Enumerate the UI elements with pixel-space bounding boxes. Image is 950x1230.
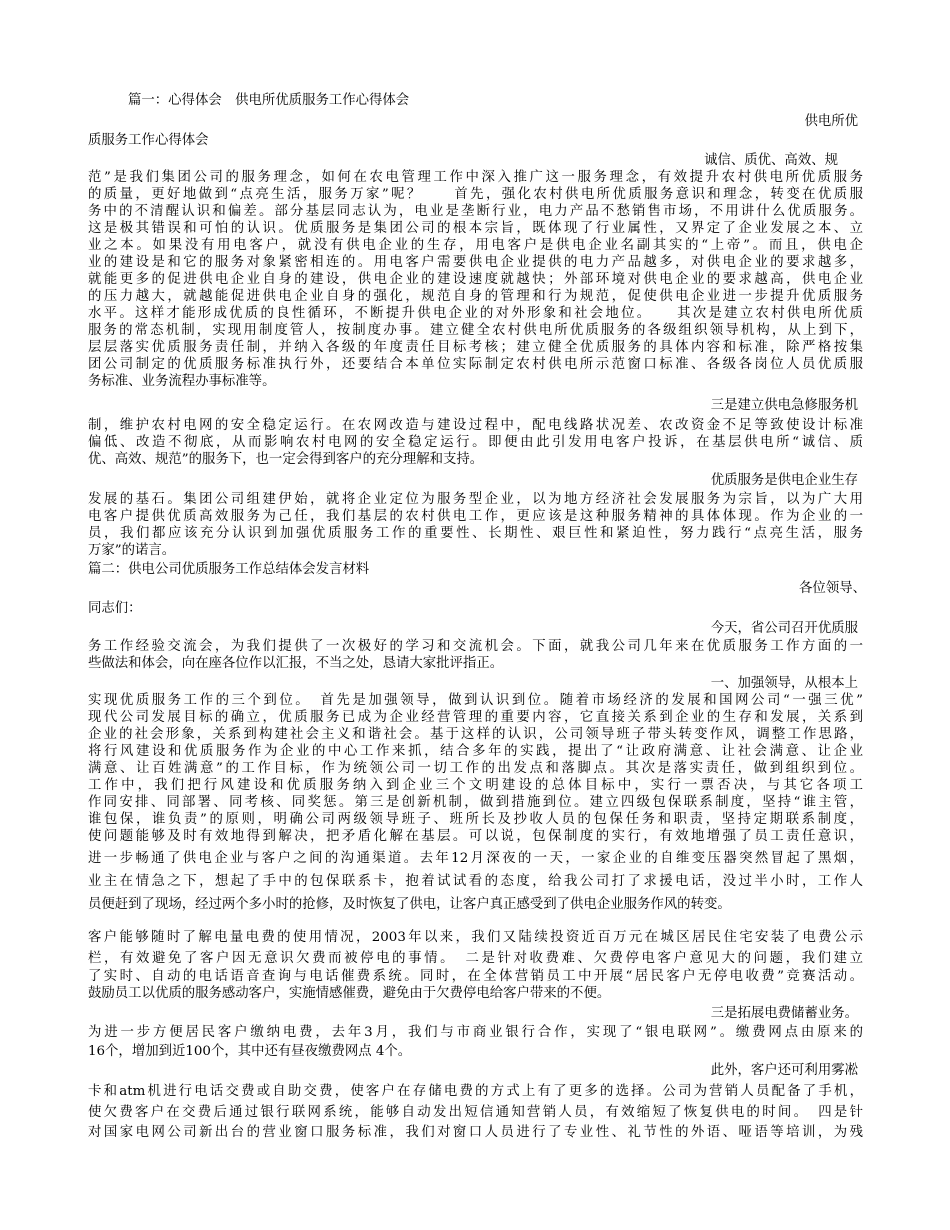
text-line-53: 此外，客户还可利用雾凇	[710, 1063, 858, 1078]
text-line-42: 使问题能够及时有效地得到解决，把矛盾化解在基层。可以说，包保制度的实行，有效地增强了员工责任意识，	[88, 829, 863, 844]
text-line-15: 层层落实优质服务责任制，并纳入各级的年度责任目标考核；建立健全优质服务的具体内容和标准，除严格按集	[88, 340, 863, 355]
text-line-55: 使欠费客户在交费后通过银行联网系统，能够自动发出短信通知营销人员，有效缩短了恢复供电的时间。 四是针	[88, 1105, 863, 1120]
text-line-5: 范”是我们集团公司的服务理念，如何在农电管理工作中深入推广这一服务理念，有效提升农村供电所优质服务	[88, 170, 863, 185]
text-line-4: 诚信、质优、高效、规	[704, 153, 838, 168]
text-line-20: 偏低、改造不彻底，从而影响农村电网的安全稳定运行。即便由此引发用电客户投诉，在基层供电所“诚信、质	[88, 435, 863, 450]
text-line-1: 篇一：心得体会 供电所优质服务工作心得体会	[128, 93, 410, 108]
text-line-22: 优质服务是供电企业生存	[710, 473, 858, 488]
text-line-48: 了实时、自动的电话语音查询与电话催费系统。同时，在全体营销员工中开展“居民客户无停电收费”竞赛活动。	[88, 969, 863, 984]
text-line-6: 的质量，更好地做到“点亮生活，服务万家”呢？ 首先，强化农村供电所优质服务意识和理念，转变在优质服	[88, 187, 863, 202]
text-line-24: 电客户提供优质高效服务为己任，我们基层的农村供电工作，更应该是这种服务精神的具体体现。作为企业的一	[88, 509, 863, 524]
text-line-13: 水平。这样才能形成优质的良性循环，不断提升供电企业的对外形象和社会地位。 其次是建立农村供电所优质	[88, 306, 863, 321]
text-line-2: 供电所优	[804, 114, 858, 129]
text-line-35: 现代公司发展目标的确立，优质服务已成为企业经营管理的重要内容，它直接关系到企业的生存和发展，关系到	[88, 710, 863, 725]
text-line-41: 谁包保，谁负责”的原则，明确公司两级领导班子、班所长及抄收人员的包保任务和职责，坚持定期联系制度，	[88, 812, 863, 827]
text-line-37: 将行风建设和优质服务作为企业的中心工作来抓，结合多年的实践，提出了“让政府满意、让社会满意、让企业	[88, 744, 863, 759]
text-line-50: 三是拓展电费储蓄业务。	[710, 1006, 858, 1021]
text-line-54: 卡和atm机进行电话交费或自助交费，使客户在存储电费的方式上有了更多的选择。公司为营销人员配备了手机，	[88, 1084, 863, 1099]
text-line-38: 满意、让百姓满意”的工作目标，作为统领公司一切工作的出发点和落脚点。其次是落实责任，做到组织到位。	[88, 761, 863, 776]
text-line-45: 员便赶到了现场，经过两个多小时的抢修，及时恢复了供电，让客户真正感受到了供电企业服务作风的转变。	[88, 897, 731, 912]
text-line-11: 就能更多的促进供电企业自身的建设，供电企业的建设速度就越快；外部环境对供电企业的要求越高，供电企业	[88, 272, 863, 287]
text-line-21: 优、高效、规范”的服务下，也一定会得到客户的充分理解和支持。	[88, 452, 484, 467]
text-line-36: 企业的社会形象，关系到构建社会主义和谐社会。基于这样的认识，公司领导班子带头转变作风，调整工作思路，	[88, 727, 863, 742]
text-line-30: 今天，省公司召开优质服	[710, 621, 858, 636]
text-line-9: 业之本。如果没有用电客户，就没有供电企业的生存，用电客户是供电企业名副其实的“上帝”。而且，供电企	[88, 238, 863, 253]
text-line-3: 质服务工作心得体会	[88, 133, 209, 148]
text-line-56: 对国家电网公司新出台的营业窗口服务标准，我们对窗口人员进行了专业性、礼节性的外语、哑语等培训，为残	[88, 1125, 863, 1140]
text-line-23: 发展的基石。集团公司组建伊始，就将企业定位为服务型企业，以为地方经济社会发展服务为宗旨，以为广大用	[88, 492, 863, 507]
text-line-14: 服务的常态机制，实现用制度管人，按制度办事。建立健全农村供电所优质服务的各级组织领导机构，从上到下，	[88, 323, 863, 338]
text-line-47: 栏，有效避免了客户因无意识欠费而被停电的事情。 二是针对收费难、欠费停电客户意见大的问题，我们建立	[88, 951, 863, 966]
text-line-8: 这是极其错误和可怕的认识。优质服务是集团公司的根本宗旨，既体现了行业属性，又界定了企业发展之本、立	[88, 221, 863, 236]
text-line-28: 各位领导、	[799, 581, 866, 596]
text-line-31: 务工作经验交流会，为我们提供了一次极好的学习和交流机会。下面，就我公司几年来在优质服务工作方面的一	[88, 639, 863, 654]
text-line-17: 务标准、业务流程办事标准等。	[88, 374, 276, 389]
text-line-32: 些做法和体会，向在座各位作以汇报，不当之处，恳请大家批评指正。	[88, 656, 504, 671]
text-line-33: 一、加强领导，从根本上	[710, 676, 858, 691]
text-line-39: 工作中，我们把行风建设和优质服务纳入到企业三个文明建设的总体目标中，实行一票否决，与其它各项工	[88, 778, 863, 793]
text-line-29: 同志们：	[88, 601, 142, 616]
text-line-49: 鼓励员工以优质的服务感动客户，实施情感催费，避免由于欠费停电给客户带来的不便。	[88, 986, 611, 1001]
text-line-25: 员，我们都应该充分认识到加强优质服务工作的重要性、长期性、艰巨性和紧迫性，努力践行“点亮生活，服务	[88, 526, 863, 541]
text-line-34: 实现优质服务工作的三个到位。 首先是加强领导，做到认识到位。随着市场经济的发展和国网公司“一强三优”	[88, 693, 863, 708]
text-line-46: 客户能够随时了解电量电费的使用情况，2003年以来，我们又陆续投资近百万元在城区居民住宅安装了电费公示	[88, 930, 863, 945]
text-line-16: 团公司制定的优质服务标准执行外，还要结合本单位实际制定农村供电所示范窗口标准、各级各岗位人员优质服	[88, 357, 863, 372]
text-line-12: 的压力越大，就越能促进供电企业自身的强化，规范自身的管理和行为规范，促使供电企业进一步提升优质服务	[88, 289, 863, 304]
text-line-43: 进一步畅通了供电企业与客户之间的沟通渠道。去年12月深夜的一天，一家企业的自维变压器突然冒起了黑烟，	[88, 851, 863, 866]
text-line-27: 篇二：供电公司优质服务工作总结体会发言材料	[88, 562, 370, 577]
text-line-10: 业的建设是和它的服务对象紧密相连的。用电客户需要供电企业提供的电力产品越多，对供电企业的要求越多，	[88, 255, 863, 270]
text-line-19: 制，维护农村电网的安全稳定运行。在农网改造与建设过程中，配电线路状况差、农改资金不足等致使设计标准	[88, 418, 863, 433]
text-line-51: 为进一步方便居民客户缴纳电费，去年3月，我们与市商业银行合作，实现了“银电联网”。缴费网点由原来的	[88, 1025, 863, 1040]
text-line-26: 万家”的诺言。	[88, 543, 176, 558]
text-line-7: 务中的不清醒认识和偏差。部分基层同志认为，电业是垄断行业，电力产品不愁销售市场，不用讲什么优质服务。	[88, 204, 863, 219]
text-line-40: 作同安排、同部署、同考核、同奖惩。第三是创新机制，做到措施到位。建立四级包保联系制度，坚持“谁主管，	[88, 795, 863, 810]
text-line-44: 业主在情急之下，想起了手中的包保联系卡，抱着试试看的态度，给我公司打了求援电话，没过半小时，工作人	[88, 874, 863, 889]
text-line-52: 16个，增加到近100个，其中还有昼夜缴费网点 4个。	[88, 1044, 412, 1059]
text-line-18: 三是建立供电急修服务机	[710, 398, 858, 413]
